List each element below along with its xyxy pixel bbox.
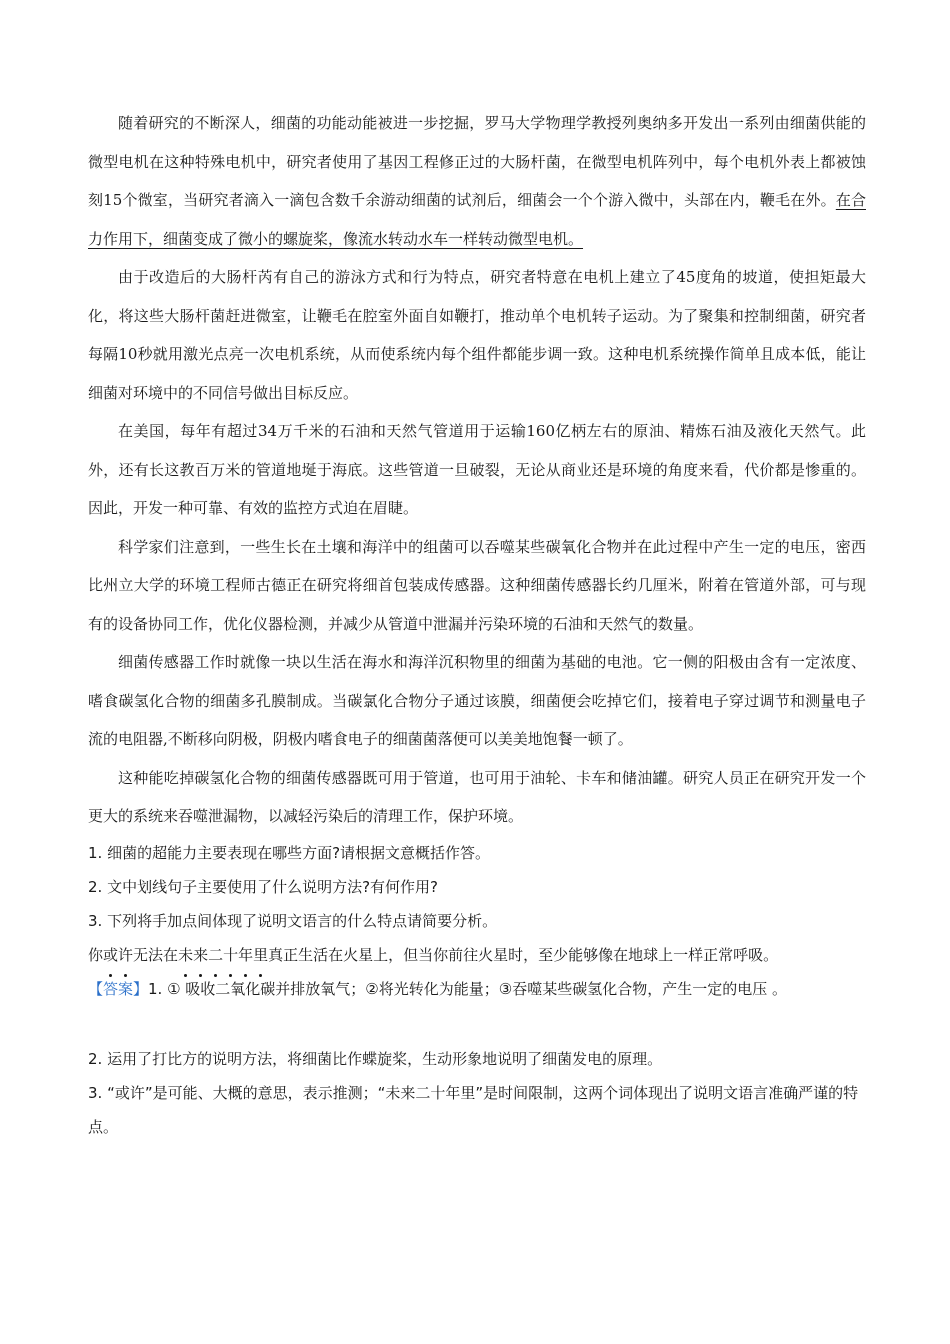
spacer [88, 1006, 866, 1042]
dotted-char: 十 [223, 938, 238, 972]
dotted-char: 二 [208, 938, 223, 972]
answer-2: 2. 运用了打比方的说明方法，将细菌比作蝶旋桨，生动形象地说明了细菌发电的原理。 [88, 1049, 663, 1068]
underlined-sentence: 在合力作用下，细菌变成了微小的螺旋桨，像流水转动水车一样转动微型电机。 [88, 191, 866, 248]
paragraph-4: 科学家们注意到，一些生长在土壤和海洋中的组菌可以吞噬某些碳氧化合物并在此过程中产生一定的电压，密西比州立大学的环境工程师古德正在研究将细首包装成传感器。这种细菌传感器长约几厘米，附着在管道外部，可与现有的设备协同工作，优化仪器检测，并减少从管道中泄漏并污染环境的石油和天然气的数量。 [88, 537, 866, 633]
dotted-char: 或 [103, 938, 118, 972]
answer-tag: 【答案】 [88, 979, 149, 998]
answer-1 [88, 972, 866, 1006]
paragraph-1 [88, 104, 866, 258]
answer-1-text: 1. ① 吸收二氧化碳并排放氧气；②将光转化为能量；③吞噬某些碳氢化合物，产生一定的电压 。 [148, 979, 787, 998]
dotted-char: 许 [118, 938, 133, 972]
dotted-char: 来 [193, 938, 208, 972]
question-3-sentence [88, 938, 866, 972]
sentence-part: 真正生活在火星上，但当你前往火星时，至少能够像在地球上一样正常呼吸。 [268, 945, 779, 964]
paragraph-5: 细菌传感器工作时就像一块以生活在海水和海洋沉积物里的细菌为基础的电池。它一侧的阳极由含有一定浓度、嗜食碳氢化合物的细菌多孔膜制成。当碳氯化合物分子通过该膜，细菌便会吃掉它们，接着电子穿过调节和测量电子流的电阻器,不断移向阴极，阴极内嗜食电子的细菌菌落便可以美美地饱餐一顿了。 [88, 653, 866, 748]
paragraph-3: 在美国，每年有超过34万千米的石油和天然气管道用于运输160亿柄左右的原油、精炼石油及液化天然气。此外，还有长这教百万米的管道地埏于海底。这些管道一旦破裂，无论从商业还是环境的角度来看，代价都是惨重的。因此，开发一种可靠、有效的监控方式迫在眉睫。 [88, 422, 866, 517]
answer-3: 3. “或许”是可能、大概的意思，表示推测；“未来二十年里”是时间限制，这两个词体现出了说明文语言准确严谨的特点。 [88, 1083, 859, 1136]
dotted-word-huoxu [103, 946, 133, 964]
dotted-char: 年 [238, 938, 253, 972]
question-1: 1. 细菌的超能力主要表现在哪些方面?请根据文意概括作答。 [88, 843, 491, 862]
dotted-word-weilai [178, 946, 268, 964]
sentence-part: 你 [88, 945, 104, 964]
paragraph-6: 这种能吃掉碳氢化合物的细菌传感器既可用于管道，也可用于油轮、卡车和储油罐。研究人员正在研究开发一个更大的系统来吞噬泄漏物，以减轻污染后的清理工作，保护环境。 [88, 768, 866, 825]
paragraph-2: 由于改造后的大肠杆芮有自己的游泳方式和行为特点，研究者特意在电机上建立了45度角的坡道，使担矩最大化，将这些大肠杆菌赶进微室，让鞭毛在腔室外面自如鞭打，推动单个电机转子运动。为了聚集和控制细菌，研究者每隔10秒就用激光点亮一次电机系统，从而使系统内每个组件都能步调一致。这种电机系统操作简单且成本低，能让细菌对环境中的不同信号做出目标反应。 [88, 268, 866, 402]
question-3: 3. 下列将手加点间体现了说明文语言的什么特点请简要分析。 [88, 911, 498, 930]
sentence-part: 无法在 [133, 945, 179, 964]
paragraph-1-text: 随着研究的不断深人，细菌的功能动能被进一步挖掘，罗马大学物理学教授列奥纳多开发出一系列由细菌供能的微型电机在这种特殊电机中，研究者使用了基因工程修正过的大肠杆菌，在微型电机阵列中，每个电机外表上都被蚀刻15个微室，当研究者滴入一滴包含数千余游动细菌的试剂后，细菌会一个个游入微中，头部在内，鞭毛在外。 [88, 114, 866, 209]
dotted-char: 里 [253, 938, 268, 972]
document-page [88, 104, 866, 1144]
question-2: 2. 文中划线句子主要使用了什么说明方法?有何作用? [88, 877, 439, 896]
dotted-char: 未 [178, 938, 193, 972]
